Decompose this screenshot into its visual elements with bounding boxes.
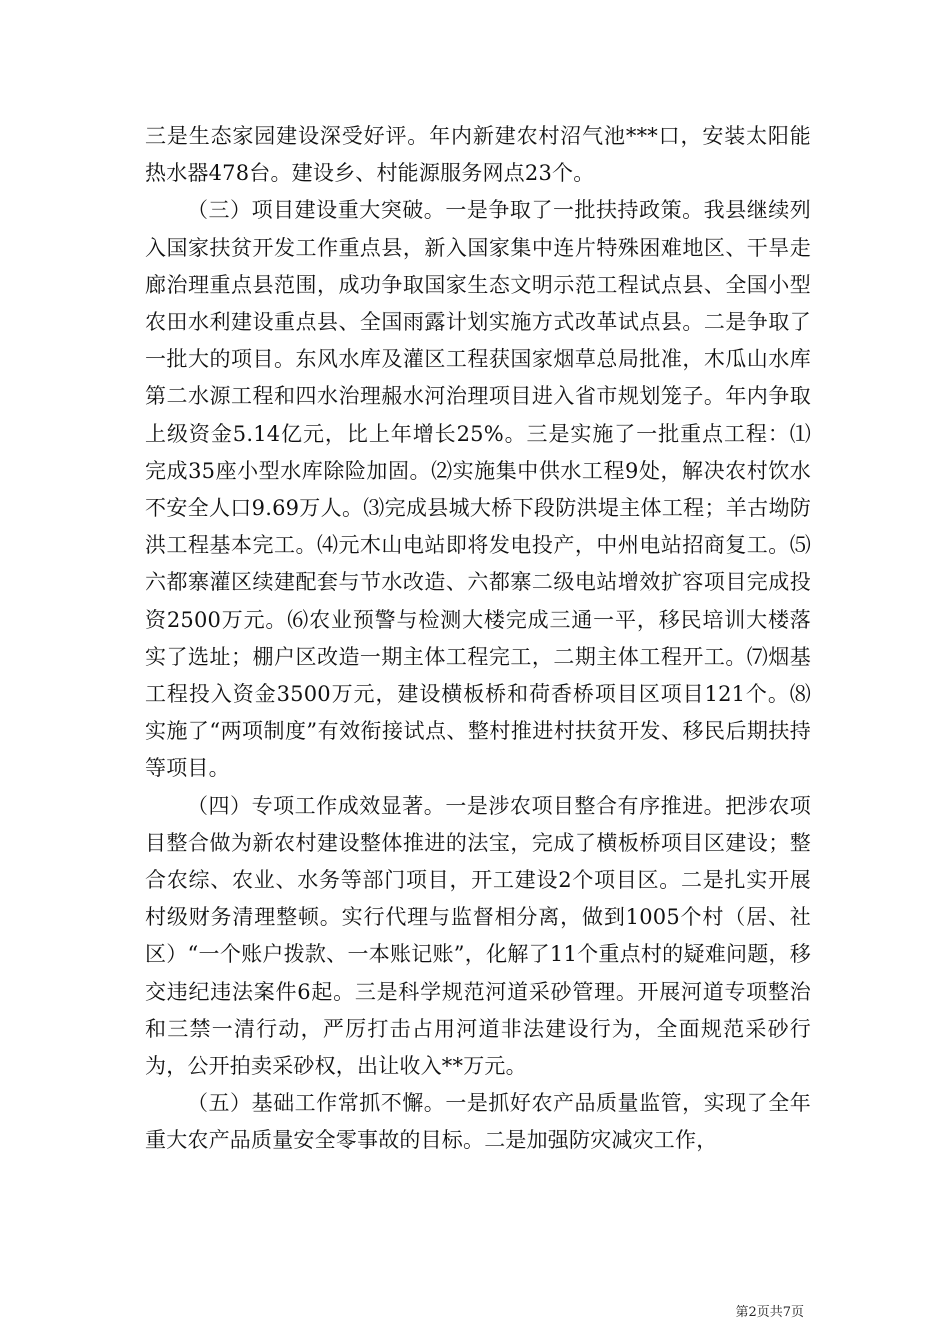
paragraph-section-4: （四）专项工作成效显著。一是涉农项目整合有序推进。把涉农项目整合做为新农村建设整体推进的法宝，完成了横板桥项目区建设；整合农综、农业、水务等部门项目，开工建设2个项目区。二是扎实开展村级财务清理整顿。实行代理与监督相分离，做到1005个村（居、社区）“一个账户拨款、一本账记账”，化解了11个重点村的疑难问题，移交违纪违法案件6起。三是科学规范河道采砂管理。开展河道专项整治和三禁一清行动，严厉打击占用河道非法建设行为，全面规范采砂行为，公开拍卖采砂权，出让收入**万元。 bbox=[145, 793, 811, 1079]
paragraph-section-3: （三）项目建设重大突破。一是争取了一批扶持政策。我县继续列入国家扶贫开发工作重点县，新入国家集中连片特殊困难地区、干旱走廊治理重点县范围，成功争取国家生态文明示范工程试点县、全国小型农田水利建设重点县、全国雨露计划实施方式改革试点县。二是争取了一批大的项目。东风水库及灌区工程获国家烟草总局批准，木瓜山水库第二水源工程和四水治理赧水河治理项目进入省市规划笼子。年内争取上级资金5.14亿元，比上年增长25%。三是实施了一批重点工程：⑴完成35座小型水库除险加固。⑵实施集中供水工程9处，解决农村饮水不安全人口9.69万人。⑶完成县城大桥下段防洪堤主体工程；羊古坳防洪工程基本完工。⑷元木山电站即将发电投产，中州电站招商复工。⑸六都寨灌区续建配套与节水改造、六都寨二级电站增效扩容项目完成投资2500万元。⑹农业预警与检测大楼完成三通一平，移民培训大楼落实了选址；棚户区改造一期主体工程完工，二期主体工程开工。⑺烟基工程投入资金3500万元，建设横板桥和荷香桥项目区项目121个。⑻实施了“两项制度”有效衔接试点、整村推进村扶贫开发、移民后期扶持等项目。 bbox=[145, 198, 811, 781]
paragraph-section-5: （五）基础工作常抓不懈。一是抓好农产品质量监管，实现了全年重大农产品质量安全零事故的目标。二是加强防灾减灾工作， bbox=[145, 1091, 811, 1153]
document-body bbox=[145, 118, 811, 1160]
page-number: 第2页共7页 bbox=[735, 1305, 804, 1320]
paragraph-continued: 三是生态家园建设深受好评。年内新建农村沼气池***口，安装太阳能热水器478台。建设乡、村能源服务网点23个。 bbox=[145, 124, 811, 186]
